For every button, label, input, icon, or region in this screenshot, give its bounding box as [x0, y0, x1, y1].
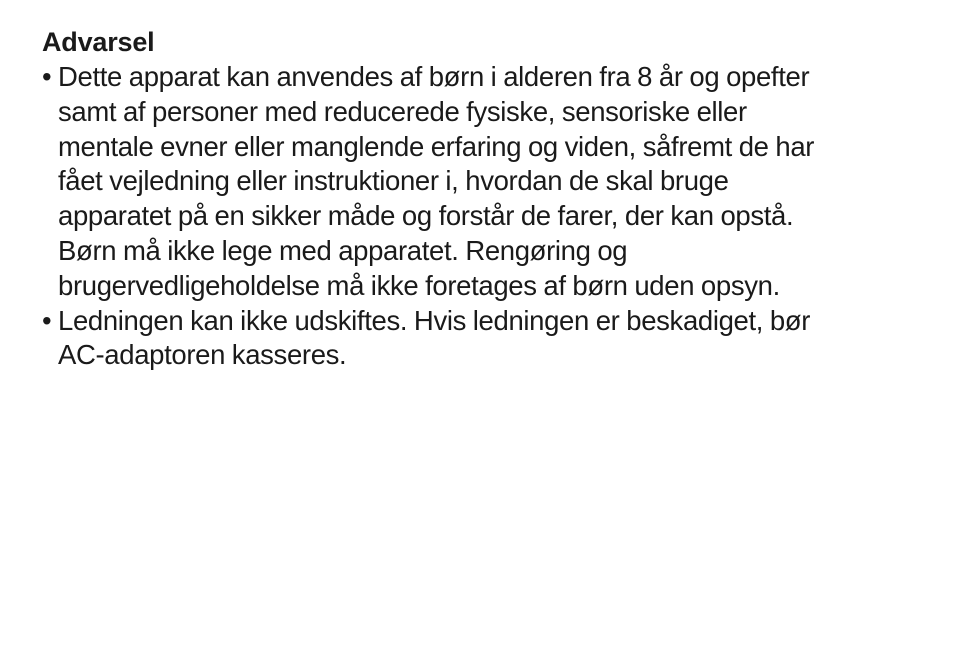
text-line: Børn må ikke lege med apparatet. Rengøring og: [58, 234, 628, 266]
warning-list: [42, 60, 922, 373]
text-line: samt af personer med reducerede fysiske, sensoriske eller: [58, 95, 747, 127]
text-line: apparatet på en sikker måde og forstår de farer, der kan opstå.: [58, 200, 794, 232]
warning-heading: Advarsel: [42, 27, 155, 57]
text-line: Ledningen kan ikke udskiftes. Hvis ledningen er beskadiget, bør: [58, 304, 811, 336]
warning-item-cord-replacement: [42, 304, 922, 374]
warning-section: [42, 24, 922, 373]
text-line: fået vejledning eller instruktioner i, hvordan de skal bruge: [58, 165, 729, 197]
bullet-icon: •: [42, 304, 52, 336]
text-line: Dette apparat kan anvendes af børn i alderen fra 8 år og opefter: [58, 61, 810, 92]
warning-item-children-supervision: [42, 60, 922, 304]
text-line: mentale evner eller manglende erfaring og viden, såfremt de har: [58, 130, 815, 162]
text-line: brugervedligeholdelse må ikke foretages af børn uden opsyn.: [58, 269, 780, 301]
text-line: AC-adaptoren kasseres.: [58, 339, 347, 371]
bullet-icon: •: [42, 61, 52, 92]
